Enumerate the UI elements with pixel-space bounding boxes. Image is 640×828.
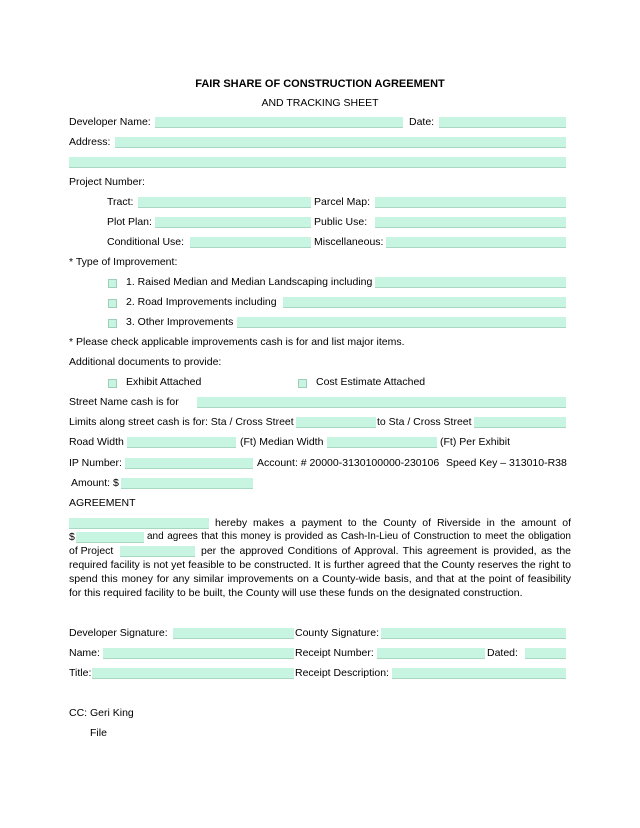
improvement-3-checkbox[interactable] [108, 319, 117, 328]
receipt-number-field[interactable] [377, 648, 485, 659]
developer-name-label: Developer Name: [69, 116, 151, 128]
project-field[interactable] [120, 546, 195, 557]
agreement-line-2: and agrees that this money is provided as Cash-In-Lieu of Construction to meet the obligation [147, 531, 571, 542]
ip-number-field[interactable] [125, 458, 253, 469]
documents-heading: Additional documents to provide: [69, 356, 222, 368]
per-exhibit-label: (Ft) Per Exhibit [440, 436, 511, 448]
street-name-field[interactable] [197, 397, 566, 408]
developer-signature-field[interactable] [173, 628, 294, 639]
improvement-3-field[interactable] [237, 317, 566, 328]
improvement-1-field[interactable] [375, 277, 566, 288]
project-number-label: Project Number: [69, 176, 145, 188]
improvement-1-label: 1. Raised Median and Median Landscaping including [126, 276, 373, 288]
median-width-field[interactable] [327, 437, 437, 448]
name-field[interactable] [103, 648, 294, 659]
name-label: Name: [69, 647, 100, 659]
improvement-2-field[interactable] [283, 297, 566, 308]
form-title: FAIR SHARE OF CONSTRUCTION AGREEMENT [195, 78, 445, 90]
road-width-label: Road Width [69, 436, 124, 448]
improvement-1-checkbox[interactable] [108, 279, 117, 288]
dated-field[interactable] [525, 648, 566, 659]
county-signature-field[interactable] [381, 628, 566, 639]
limits-from-field[interactable] [296, 417, 376, 428]
agreement-heading: AGREEMENT [69, 497, 136, 509]
speed-key: Speed Key – 313010-R38 [446, 457, 567, 469]
county-signature-label: County Signature: [295, 627, 380, 639]
exhibit-checkbox[interactable] [108, 379, 117, 388]
improvement-2-label: 2. Road Improvements including [126, 296, 277, 308]
improvement-heading: * Type of Improvement: [69, 256, 178, 268]
agreement-line-1: hereby makes a payment to the County of Riverside in the amount of [215, 517, 571, 529]
developer-name-field[interactable] [155, 117, 403, 128]
date-field[interactable] [439, 117, 566, 128]
conditional-use-label: Conditional Use: [107, 236, 185, 248]
project-label: of Project [69, 545, 114, 557]
improvement-note: * Please check applicable improvements cash is for and list major items. [69, 336, 405, 348]
tract-field[interactable] [138, 197, 311, 208]
miscellaneous-field[interactable] [386, 237, 566, 248]
cost-estimate-label: Cost Estimate Attached [316, 376, 426, 388]
median-width-label: (Ft) Median Width [240, 436, 324, 448]
limits-to-field[interactable] [474, 417, 566, 428]
agreement-line-3: per the approved Conditions of Approval. This agreement is provided, as the [201, 545, 571, 557]
ip-number-label: IP Number: [69, 457, 122, 469]
parcel-map-field[interactable] [375, 197, 566, 208]
address-field-2[interactable] [69, 157, 566, 168]
receipt-description-field[interactable] [392, 668, 566, 679]
dated-label: Dated: [487, 647, 518, 659]
improvement-3-label: 3. Other Improvements [126, 316, 234, 328]
road-width-field[interactable] [127, 437, 236, 448]
plot-plan-label: Plot Plan: [107, 216, 152, 228]
limits-to-label: to Sta / Cross Street [377, 416, 472, 428]
address-label: Address: [69, 136, 111, 148]
exhibit-label: Exhibit Attached [126, 376, 202, 388]
amount-label: Amount: $ [71, 477, 119, 489]
date-label: Date: [409, 116, 435, 128]
improvement-2-checkbox[interactable] [108, 299, 117, 308]
address-field-1[interactable] [115, 137, 566, 148]
street-name-label: Street Name cash is for [69, 396, 179, 408]
parcel-map-label: Parcel Map: [314, 196, 371, 208]
file-line: File [90, 727, 107, 739]
public-use-label: Public Use: [314, 216, 368, 228]
plot-plan-field[interactable] [155, 217, 311, 228]
form-subtitle: AND TRACKING SHEET [261, 97, 379, 109]
cc-line: CC: Geri King [69, 707, 134, 719]
payment-amount-field[interactable] [76, 532, 144, 543]
cost-estimate-checkbox[interactable] [298, 379, 307, 388]
payer-name-field[interactable] [69, 518, 209, 529]
receipt-number-label: Receipt Number: [295, 647, 374, 659]
title-field[interactable] [92, 668, 294, 679]
receipt-description-label: Receipt Description: [295, 667, 389, 679]
miscellaneous-label: Miscellaneous: [314, 236, 384, 248]
public-use-field[interactable] [375, 217, 566, 228]
agreement-body: required facility is not yet feasible to be constructed. It is further agreed that the County reserves the right to spend this money for any similar improvements on a County-wide basis, and that at the point of feasibility for this required facility to be built, the County will use these funds on the designated construction. [69, 559, 571, 599]
amount-field[interactable] [121, 478, 253, 489]
title-label: Title: [69, 667, 92, 679]
limits-from-label: Limits along street cash is for: Sta / Cross Street [69, 416, 294, 428]
tract-label: Tract: [107, 196, 134, 208]
conditional-use-field[interactable] [190, 237, 311, 248]
developer-signature-label: Developer Signature: [69, 627, 168, 639]
account-number: Account: # 20000-3130100000-230106 [257, 457, 440, 469]
